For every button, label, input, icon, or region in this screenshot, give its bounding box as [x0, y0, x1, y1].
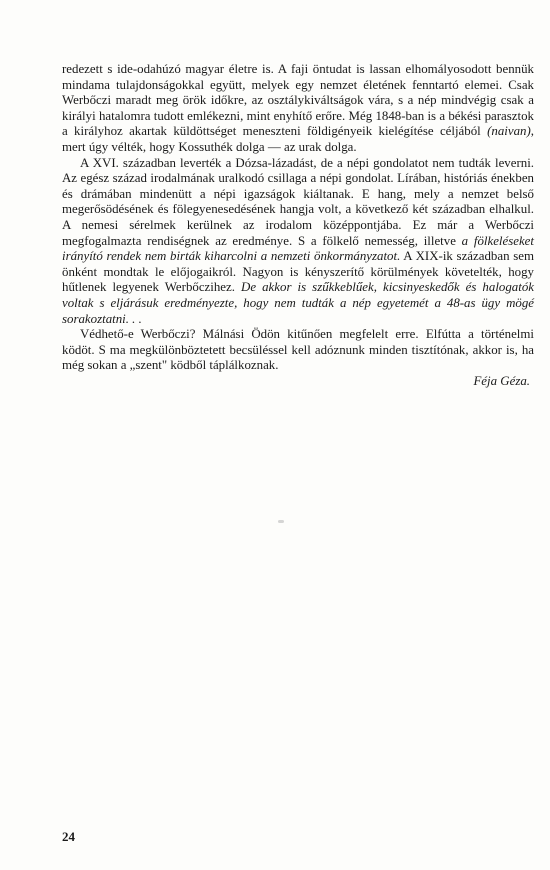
paragraph-2-seg-3: A XIX-ik században sem önként mondtak le előjogaikról. Nagyon is kényszerítő körülmények követelték, hogy hűtlenek legyenek Werbőczihez. [62, 249, 534, 295]
paragraph-3-seg-1: Védhető-e Werbőczi? Málnási Ödön kitűnően megfelelt erre. Elfútta a történelmi ködöt. S ma megkülönböztetett becsüléssel kell adóznunk minden tisztítónak, akkor is, ha még sokan a „szent" ködből táplálkoznak. [62, 327, 534, 373]
paragraph-3 [62, 327, 534, 374]
paragraph-2 [62, 156, 534, 328]
paragraph-1-seg-2: (naivan) [487, 124, 531, 139]
page-number: 24 [62, 829, 75, 844]
author-signature: Féja Géza. [473, 373, 530, 388]
paragraph-1 [62, 62, 534, 156]
print-smudge [278, 520, 284, 523]
paragraph-2-seg-1: A XVI. században leverték a Dózsa-lázadást, de a népi gondolatot nem tudták leverni. Az egész század irodalmának uralkodó csillaga a népi gondolat. Lírában, históriás énekben és drámában mindenütt a népi igazságok kiáltanak. E hang, mely a nemzet belső megerősödésének és fölegyenesedésének hangja volt, a következő két században elhalkul. A nemesi sérelmek kerülnek az irodalom középpontjába. Ez már a Werbőczi megfogalmazta rendiségnek az eredménye. S a fölkelő nemesség, illetve [62, 155, 534, 248]
paragraph-1-seg-1: redezett s ide-odahúzó magyar életre is. A faji öntudat is lassan elhomályosodott bennük mindama tulajdonságokkal együtt, melyek egy nemzet életének fenntartó elemei. Csak Werbőczi maradt meg örök időkre, az osztálykiváltságok vára, s a nép mindvégig csak a királyi hatalomra tudott emlékezni, mint enyhítő erőre. Még 1848-ban is a békési parasztok a királyhoz akartak küldöttséget meneszteni földigényeik kielégítése céljából [62, 62, 534, 139]
paragraph-2-seg-2: a fölkeléseket irányító rendek nem birták kiharcolni a nemzeti önkormányzatot. [62, 233, 534, 264]
paragraph-1-seg-3: , mert úgy vélték, hogy Kossuthék dolga — az urak dolga. [62, 124, 534, 154]
paragraph-2-seg-4: De akkor is szűkkeblűek, kicsinyeskedők és halogatók voltak s eljárásuk eredményezte, hogy nem tudták a nép egyetemét a 48-as ügy mögé sorakoztatni. . . [62, 280, 534, 326]
body-text [62, 62, 534, 389]
